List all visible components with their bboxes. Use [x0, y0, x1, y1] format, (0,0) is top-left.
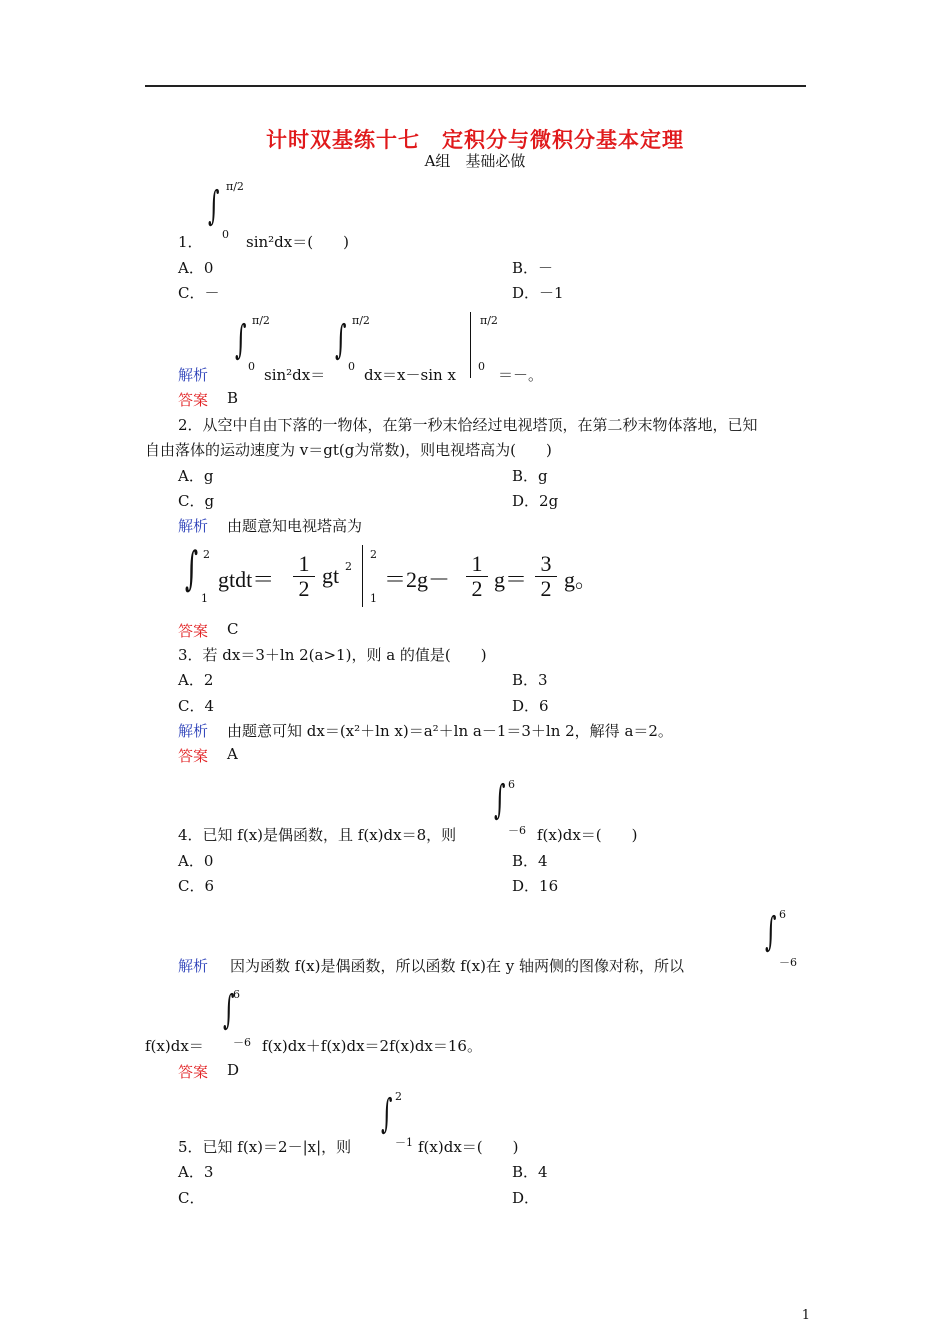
exponent: 2: [345, 560, 352, 573]
option-a: A．2: [178, 671, 214, 689]
integral-sign: ∫: [235, 317, 247, 363]
lower-limit: 0: [248, 360, 255, 373]
question-text: 2．从空中自由下落的一物体，在第一秒末恰经过电视塔顶，在第二秒末物体落地，已知: [178, 416, 758, 434]
question-text: 5．已知 f(x)＝2－|x|，则: [178, 1138, 352, 1156]
answer-value: D: [227, 1061, 240, 1079]
lower-limit: 0: [478, 360, 485, 373]
lower-limit: 0: [348, 360, 355, 373]
option-d: D．16: [512, 877, 559, 895]
analysis-text: f(x)dx＋f(x)dx＝2f(x)dx＝16。: [262, 1037, 482, 1055]
lower-limit: －6: [508, 824, 526, 837]
integral-sign: ∫: [223, 987, 235, 1033]
option-c: C．g: [178, 492, 215, 510]
question-text: f(x)dx＝( ): [537, 826, 638, 844]
evaluation-bar: [362, 545, 363, 607]
upper-limit: π/2: [226, 180, 244, 193]
upper-limit: 6: [508, 778, 515, 791]
question-text: f(x)dx＝( ): [418, 1138, 519, 1156]
option-c: C．6: [178, 877, 215, 895]
analysis-text: f(x)dx＝: [145, 1037, 204, 1055]
analysis-label: 解析: [178, 957, 209, 975]
formula-part: g＝: [494, 567, 528, 592]
formula-part: gt: [322, 563, 340, 588]
option-b: B．3: [512, 671, 548, 689]
integral-sign: ∫: [185, 541, 199, 595]
answer-label: 答案: [178, 622, 209, 640]
upper-limit: 6: [779, 908, 786, 921]
option-a: A．0: [178, 852, 214, 870]
integral-sign: ∫: [381, 1091, 393, 1137]
option-d: D．－1: [512, 284, 564, 302]
analysis-text: 由题意知电视塔高为: [227, 517, 363, 535]
option-a: A．g: [178, 467, 214, 485]
answer-label: 答案: [178, 391, 209, 409]
lower-limit: 1: [201, 592, 208, 605]
analysis-label: 解析: [178, 517, 209, 535]
question-text: sin²dx＝( ): [246, 233, 349, 251]
formula-part: ＝2g－: [384, 567, 451, 592]
integral-sign: ∫: [335, 317, 347, 363]
formula-part: g。: [564, 567, 598, 592]
integral-sign: ∫: [208, 183, 220, 229]
option-c: C．－: [178, 284, 220, 302]
upper-limit: π/2: [352, 314, 370, 327]
analysis-text: ＝－。: [498, 366, 544, 384]
upper-limit: 2: [395, 1090, 402, 1103]
option-c: C．4: [178, 697, 215, 715]
analysis-text: sin²dx＝: [264, 366, 326, 384]
analysis-label: 解析: [178, 722, 209, 740]
lower-limit: －1: [395, 1136, 413, 1149]
answer-label: 答案: [178, 747, 209, 765]
option-d: D．: [512, 1189, 540, 1207]
upper-limit: 2: [203, 548, 210, 561]
question-text: 自由落体的运动速度为 v＝gt(g为常数)，则电视塔高为( ): [145, 441, 552, 459]
fraction-one-half: 1 2: [466, 552, 488, 601]
evaluation-bar: [470, 312, 471, 378]
analysis-text: 由题意可知 dx＝(x²＋ln x)＝a²＋ln a－1＝3＋ln 2，解得 a＝2。: [227, 722, 673, 740]
integral-sign: ∫: [765, 909, 777, 955]
option-b: B．4: [512, 852, 548, 870]
option-d: D．2g: [512, 492, 559, 510]
formula-part: gtdt＝: [218, 567, 275, 592]
upper-limit: π/2: [480, 314, 498, 327]
page-number: 1: [801, 1308, 810, 1323]
answer-value: B: [227, 389, 239, 407]
analysis-label: 解析: [178, 366, 209, 384]
lower-limit: 0: [222, 228, 229, 241]
page-title: 计时双基练十七 定积分与微积分基本定理: [266, 128, 684, 152]
option-a: A．0: [178, 259, 214, 277]
question-text: 4．已知 f(x)是偶函数，且 f(x)dx＝8，则: [178, 826, 457, 844]
upper-limit: 2: [370, 548, 377, 561]
answer-value: C: [227, 620, 239, 638]
analysis-text: 因为函数 f(x)是偶函数，所以函数 f(x)在 y 轴两侧的图像对称，所以: [230, 957, 684, 975]
answer-label: 答案: [178, 1063, 209, 1081]
question-text: 3．若 dx＝3＋ln 2(a>1)，则 a 的值是( ): [178, 646, 487, 664]
integral-sign: ∫: [494, 777, 506, 823]
option-d: D．6: [512, 697, 549, 715]
lower-limit: －6: [233, 1036, 251, 1049]
analysis-text: dx＝x－sin x: [364, 366, 456, 384]
header-rule: [145, 85, 806, 87]
option-b: B．4: [512, 1163, 548, 1181]
option-c: C．: [178, 1189, 205, 1207]
option-a: A．3: [178, 1163, 214, 1181]
question-number: 1．: [178, 233, 203, 251]
option-b: B．－: [512, 259, 554, 277]
lower-limit: －6: [779, 956, 797, 969]
upper-limit: 6: [233, 988, 240, 1001]
lower-limit: 1: [370, 592, 377, 605]
fraction-one-half: 1 2: [293, 552, 315, 601]
section-subtitle: A组 基础必做: [424, 152, 526, 170]
upper-limit: π/2: [252, 314, 270, 327]
fraction-three-halves: 3 2: [535, 552, 557, 601]
option-b: B．g: [512, 467, 548, 485]
answer-value: A: [227, 745, 238, 763]
